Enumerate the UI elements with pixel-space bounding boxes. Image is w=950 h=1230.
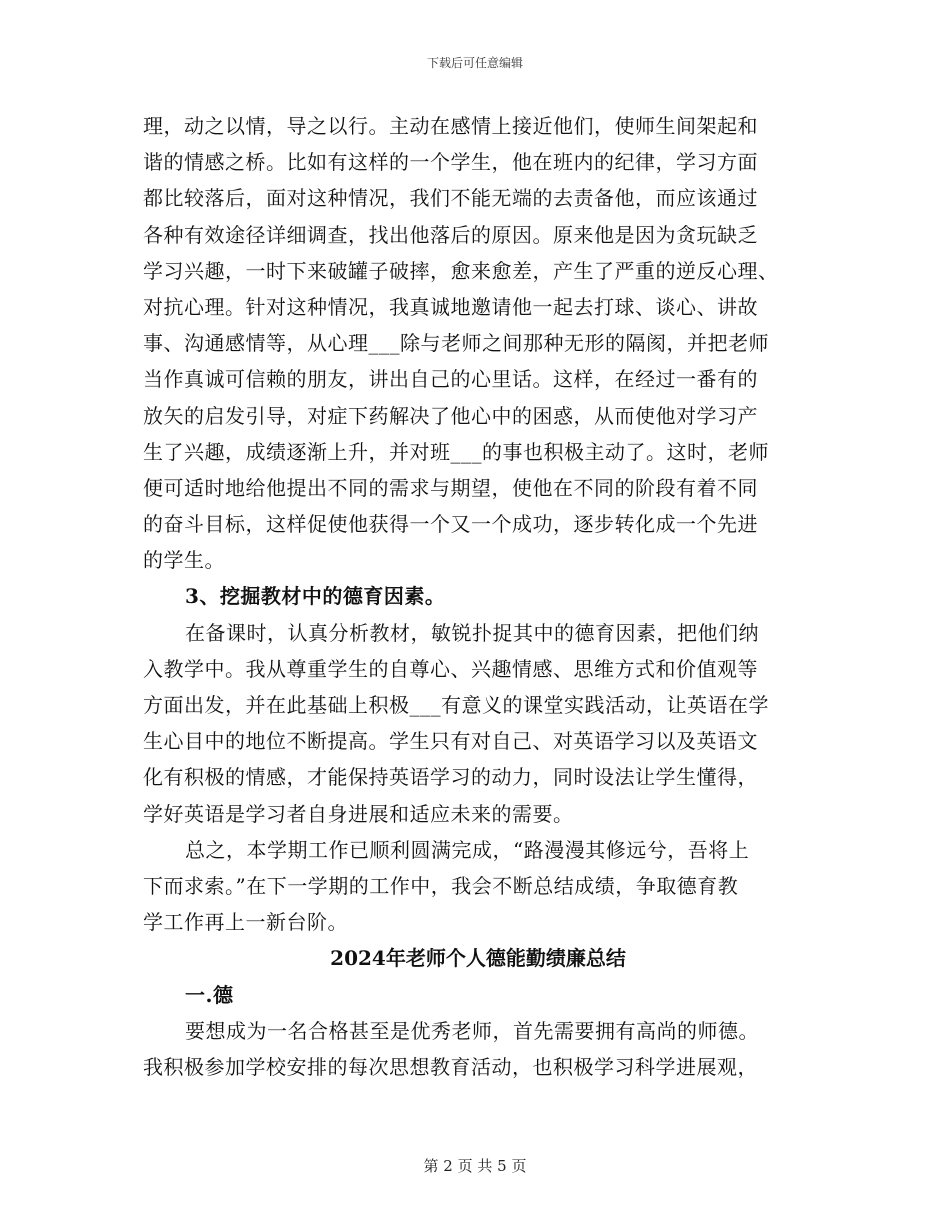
section-heading: 3、挖掘教材中的德育因素。 [185,584,446,609]
paragraph-line: 当作真诚可信赖的朋友，讲出自己的心里话。这样，在经过一番有的 [143,367,758,392]
paragraph-line: 谐的情感之桥。比如有这样的一个学生，他在班内的纪律，学习方面 [143,150,758,175]
paragraph-line: 放矢的启发引导，对症下药解决了他心中的困惑，从而使他对学习产 [143,403,758,428]
paragraph-line: 入教学中。我从尊重学生的自尊心、兴趣情感、思维方式和价值观等 [143,656,758,681]
paragraph-line: 对抗心理。针对这种情况，我真诚地邀请他一起去打球、谈心、讲故 [143,294,758,319]
paragraph-line: 学好英语是学习者自身进展和适应未来的需要。 [143,801,574,826]
section-heading: 一.德 [185,982,234,1007]
page-header: 下载后可任意编辑 [426,56,523,70]
paragraph-line: 总之，本学期工作已顺利圆满完成，“路漫漫其修远兮，吾将上 [185,837,750,862]
paragraph-line: 下而求索。”在下一学期的工作中，我会不断总结成绩，争取德育教 [143,873,739,898]
paragraph-line: 化有积极的情感，才能保持英语学习的动力，同时设法让学生懂得， [143,765,758,790]
paragraph-line: 便可适时地给他提出不同的需求与期望，使他在不同的阶段有着不同 [143,475,758,500]
paragraph-line: 方面出发，并在此基础上积极___有意义的课堂实践活动，让英语在学 [143,693,769,717]
paragraph-line: 理，动之以情，导之以行。主动在感情上接近他们，使师生间架起和 [143,114,758,138]
paragraph-line: 生了兴趣，成绩逐渐上升，并对班___的事也积极主动了。这时，老师 [143,439,769,464]
paragraph-line: 我积极参加学校安排的每次思想教育活动，也积极学习科学进展观， [143,1054,758,1079]
document-title: 2024年老师个人德能勤绩廉总结 [330,946,626,971]
paragraph-line: 生心目中的地位不断提高。学生只有对自己、对英语学习以及英语文 [143,729,758,754]
paragraph-line: 事、沟通感情等，从心理___除与老师之间那种无形的隔阂，并把老师 [143,331,769,356]
paragraph-line: 学习兴趣，一时下来破罐子破摔，愈来愈差，产生了严重的逆反心理、 [143,258,779,283]
page-footer: 第 2 页 共 5 页 [423,1157,527,1175]
paragraph-line: 的学生。 [143,548,225,573]
paragraph-line: 都比较落后，面对这种情况，我们不能无端的去责备他，而应该通过 [143,186,758,211]
paragraph-line: 的奋斗目标，这样促使他获得一个又一个成功，逐步转化成一个先进 [143,512,758,537]
paragraph-line: 学工作再上一新台阶。 [143,910,348,935]
paragraph-line: 要想成为一名合格甚至是优秀老师，首先需要拥有高尚的师德。 [185,1018,759,1043]
paragraph-line: 各种有效途径详细调查，找出他落后的原因。原来他是因为贪玩缺乏 [143,222,758,247]
document-body [143,108,813,1085]
paragraph-line: 在备课时，认真分析教材，敏锐扑捉其中的德育因素，把他们纳 [185,620,759,645]
